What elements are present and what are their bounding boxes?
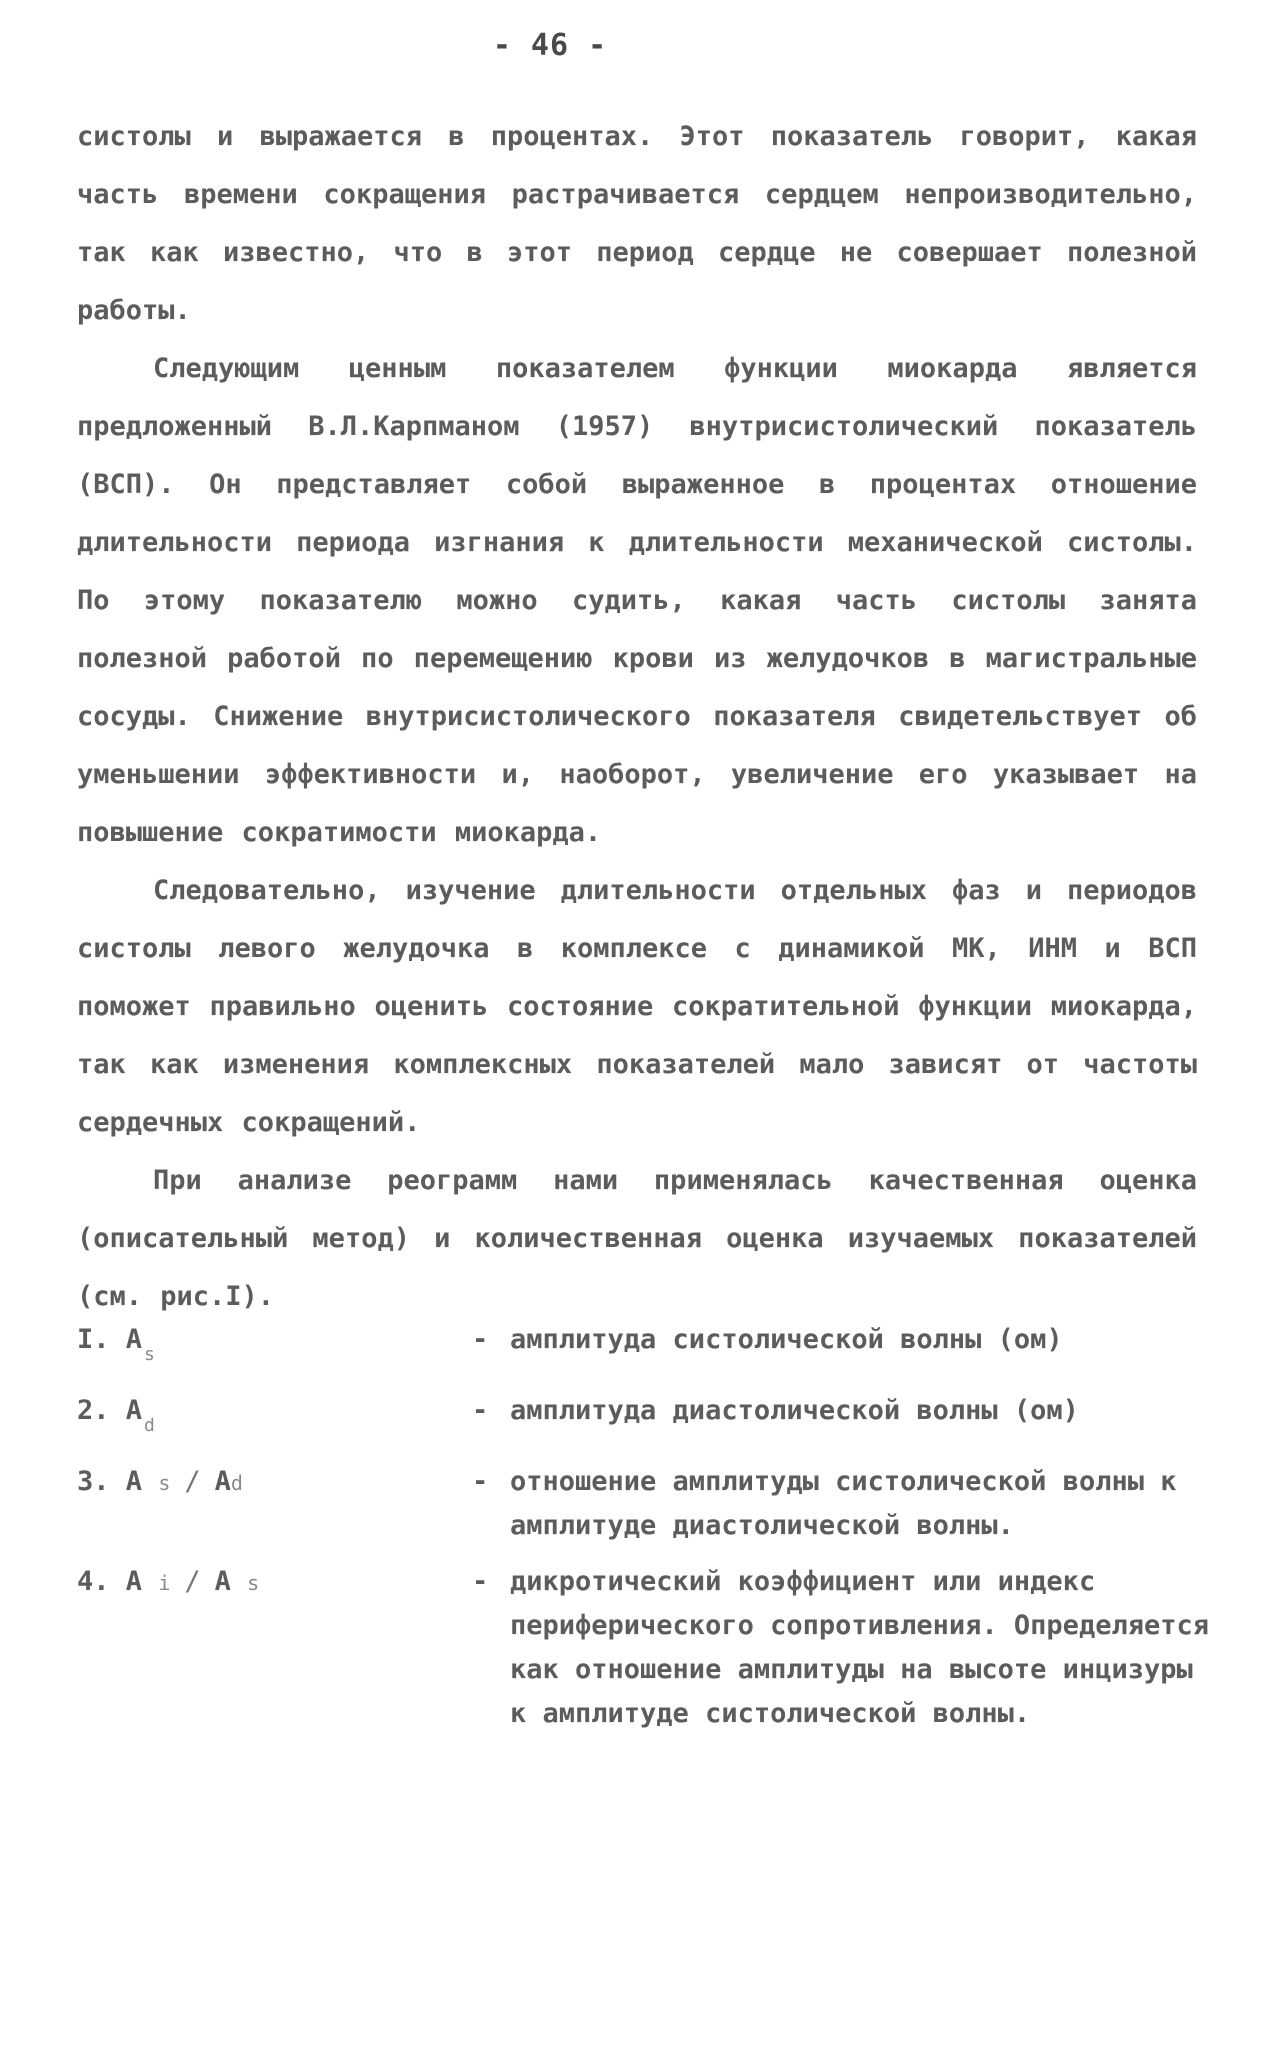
- definition-term: [77, 1560, 472, 1736]
- definition-number: I.: [77, 1324, 110, 1355]
- definition-term: [77, 1389, 472, 1448]
- symbol: A: [125, 1324, 143, 1355]
- paragraph-continuation: систолы и выражается в процентах. Этот показатель говорит, какая часть времени сокращения растрачивается сердцем непроизводительно, так как известно, что в этот период сердце не совершает полезной работы.: [77, 121, 1197, 326]
- definition-number: 4.: [77, 1566, 110, 1597]
- symbol-subscript: s: [158, 1471, 171, 1495]
- definition-number: 2.: [77, 1395, 110, 1426]
- symbol-subscript: d: [230, 1471, 243, 1495]
- symbol: A: [125, 1466, 143, 1497]
- paragraph-vsp: Следующим ценным показателем функции миокарда является предложенный В.Л.Карпманом (1957) внутрисистолический показатель (ВСП). Он представляет собой выраженное в процентах отношение длительности периода изгнания к длительности механической систолы. По этому показателю можно судить, какая часть систолы занята полезной работой по перемещению крови из желудочков в магистральные сосуды. Снижение внутрисистолического показателя свидетельствует об уменьшении эффективности и, наоборот, увеличение его указывает на повышение сократимости миокарда.: [77, 353, 1197, 848]
- symbol-subscript: i: [158, 1571, 171, 1595]
- symbol: A: [125, 1566, 143, 1597]
- ratio-slash: /: [184, 1466, 201, 1497]
- body-text: [77, 108, 1197, 1326]
- symbol-subscript: d: [144, 1415, 155, 1436]
- paragraph-rheogram-analysis: При анализе реограмм нами применялась качественная оценка (описательный метод) и количественная оценка изучаемых показателей (см. рис.I).: [77, 1165, 1197, 1312]
- symbol: A: [214, 1566, 231, 1597]
- definition-term: [77, 1460, 472, 1548]
- definitions-list: [77, 1318, 1217, 1748]
- symbol: A: [125, 1395, 143, 1426]
- definition-description: амплитуда систолической волны (ом): [510, 1324, 1063, 1355]
- definition-number: 3.: [77, 1466, 110, 1497]
- definition-description: дикротический коэффициент или индекс периферического сопротивления. Определяется как отношение амплитуды на высоте инцизуры к амплитуде систолической волны.: [510, 1566, 1209, 1729]
- definition-description: амплитуда диастолической волны (ом): [510, 1395, 1079, 1426]
- definition-dash: -: [472, 1395, 489, 1426]
- ratio-slash: /: [184, 1566, 201, 1597]
- symbol-subscript: s: [144, 1344, 155, 1365]
- definition-item: [77, 1560, 1217, 1736]
- definition-dash: -: [472, 1324, 489, 1355]
- paragraph-conclusion: Следовательно, изучение длительности отдельных фаз и периодов систолы левого желудочка в комплексе с динамикой МК, ИНМ и ВСП поможет правильно оценить состояние сократительной функции миокарда, так как изменения комплексных показателей мало зависят от частоты сердечных сокращений.: [77, 875, 1197, 1138]
- symbol: A: [214, 1466, 231, 1497]
- definition-description: отношение амплитуды систолической волны к амплитуде диастолической волны.: [510, 1466, 1177, 1541]
- page-number: - 46 -: [492, 28, 608, 63]
- definition-dash: -: [472, 1466, 489, 1497]
- definition-dash: -: [472, 1566, 489, 1597]
- symbol-subscript: s: [247, 1571, 260, 1595]
- definition-item: [77, 1460, 1217, 1548]
- definition-item: [77, 1389, 1217, 1448]
- definition-item: [77, 1318, 1217, 1377]
- definition-term: [77, 1318, 472, 1377]
